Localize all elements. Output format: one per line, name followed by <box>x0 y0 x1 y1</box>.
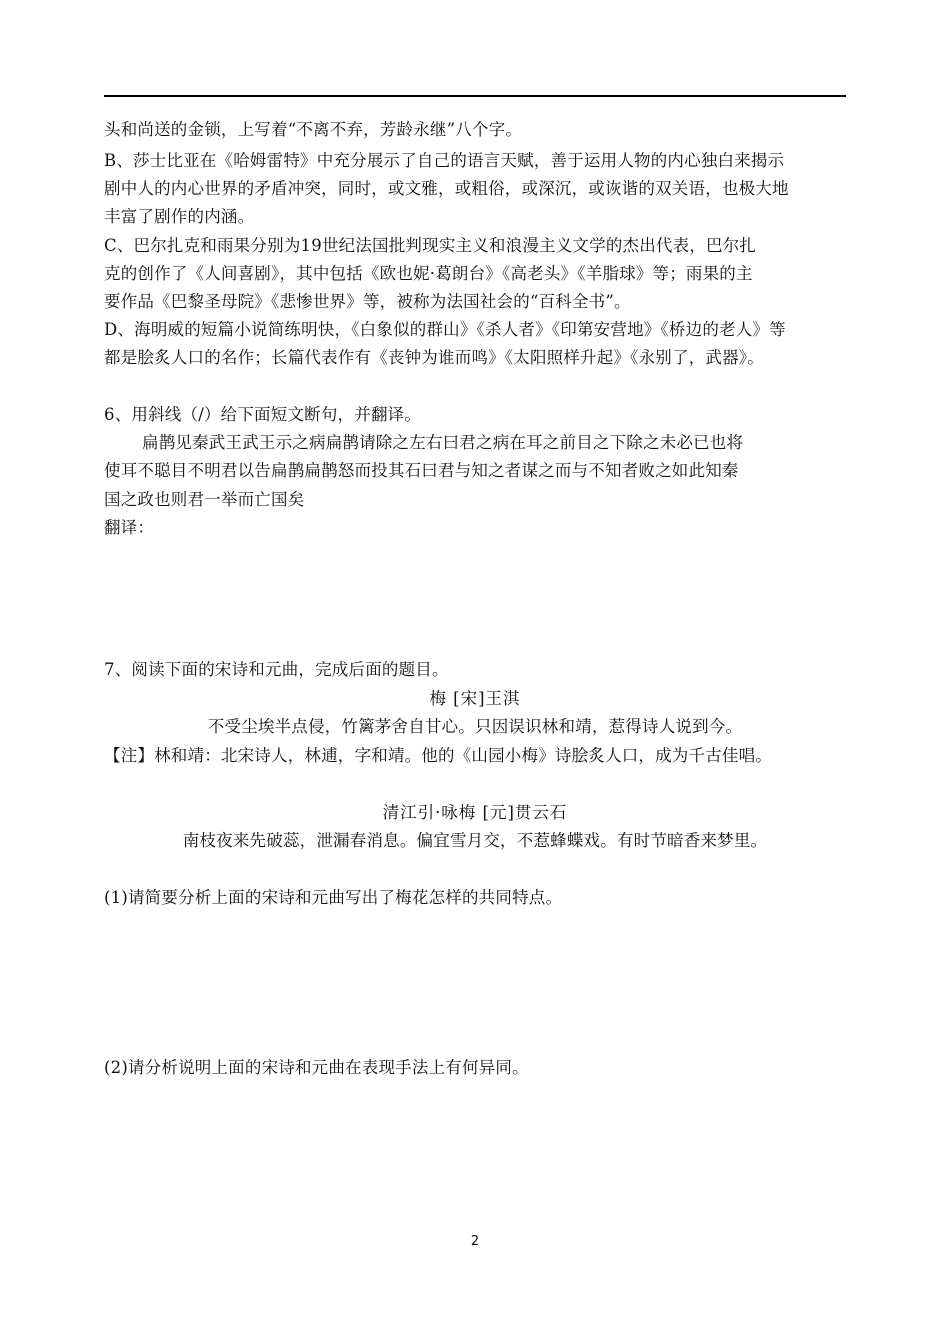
q7-subquestion-2: (2)请分析说明上面的宋诗和元曲在表现手法上有何异同。 <box>104 1058 529 1077</box>
poem-1-note: 【注】林和靖：北宋诗人，林逋，字和靖。他的《山园小梅》诗脍炙人口，成为千古佳唱。 <box>104 746 772 765</box>
page-number: 2 <box>470 1234 480 1249</box>
poem-1-title: 梅 [宋]王淇 <box>429 689 521 708</box>
q6-translation-label: 翻译： <box>104 518 155 537</box>
q5-option-d-line-2: 都是脍炙人口的名作；长篇代表作有《丧钟为谁而鸣》《太阳照样升起》《永别了，武器》。 <box>104 348 764 367</box>
q5-option-b-line-3: 丰富了剧作的内涵。 <box>104 207 255 226</box>
q5-option-c-line-1: C、巴尔扎克和雨果分别为19世纪法国批判现实主义和浪漫主义文学的杰出代表，巴尔扎 <box>104 236 757 255</box>
q5-option-c-line-3: 要作品《巴黎圣母院》《悲惨世界》等，被称为法国社会的“百科全书”。 <box>104 292 631 311</box>
q5-option-c-line-2: 克的创作了《人间喜剧》，其中包括《欧也妮·葛朗台》《高老头》《羊脂球》等；雨果的主 <box>104 264 753 283</box>
q7-prompt: 7、阅读下面的宋诗和元曲，完成后面的题目。 <box>104 660 449 679</box>
q6-passage-line-2: 使耳不聪目不明君以告扁鹊扁鹊怒而投其石曰君与知之者谋之而与不知者败之如此知秦 <box>104 461 739 480</box>
header-rule <box>104 95 846 97</box>
poem-1-text: 不受尘埃半点侵，竹篱茅舍自甘心。只因误识林和靖，惹得诗人说到今。 <box>207 717 743 736</box>
q6-passage-line-1: 扁鹊见秦武王武王示之病扁鹊请除之左右曰君之病在耳之前目之下除之未必已也将 <box>142 433 744 452</box>
poem-2-title: 清江引·咏梅 [元]贯云石 <box>382 803 568 822</box>
q7-subquestion-1: (1)请简要分析上面的宋诗和元曲写出了梅花怎样的共同特点。 <box>104 888 563 907</box>
q5-option-b-line-1: B、莎士比亚在《哈姆雷特》中充分展示了自己的语言天赋，善于运用人物的内心独白来揭示 <box>104 151 785 170</box>
q6-prompt: 6、用斜线（/）给下面短文断句，并翻译。 <box>104 405 422 424</box>
q5-option-a-tail: 头和尚送的金锁，上写着“不离不弃，芳龄永继”八个字。 <box>104 120 523 139</box>
poem-2-text: 南枝夜来先破蕊，泄漏春消息。偏宜雪月交，不惹蜂蝶戏。有时节暗香来梦里。 <box>182 831 768 850</box>
q5-option-b-line-2: 剧中人的内心世界的矛盾冲突，同时，或文雅，或粗俗，或深沉，或诙谐的双关语，也极大地 <box>104 179 789 198</box>
q5-option-d-line-1: D、海明威的短篇小说简练明快，《白象似的群山》《杀人者》《印第安营地》《桥边的老人》等 <box>104 320 786 339</box>
q6-passage-line-3: 国之政也则君一举而亡国矣 <box>104 490 305 509</box>
